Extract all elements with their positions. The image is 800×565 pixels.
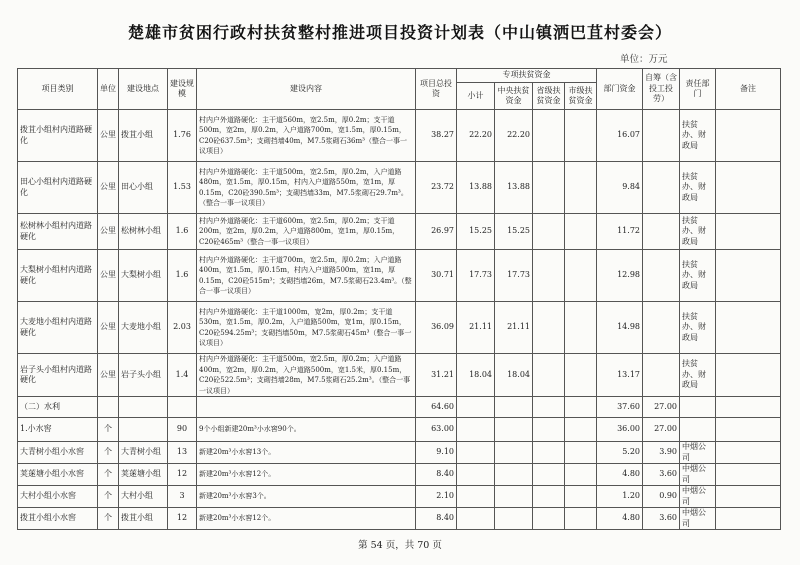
cell-unit: 公里 bbox=[98, 354, 119, 397]
cell-scale: 12 bbox=[168, 508, 197, 530]
cell-central bbox=[495, 508, 533, 530]
header-location: 建设地点 bbox=[119, 69, 168, 110]
cell-remark bbox=[716, 250, 781, 302]
cell-resp bbox=[680, 418, 716, 442]
cell-resp: 中烟公司 bbox=[680, 508, 716, 530]
cell-central: 21.11 bbox=[495, 302, 533, 354]
table-row bbox=[18, 486, 781, 508]
cell-category: 1.小水窖 bbox=[18, 418, 98, 442]
header-municipal: 市级扶贫资金 bbox=[565, 83, 597, 110]
cell-central: 15.25 bbox=[495, 214, 533, 250]
cell-unit: 公里 bbox=[98, 110, 119, 162]
cell-unit: 公里 bbox=[98, 250, 119, 302]
cell-scale bbox=[168, 397, 197, 418]
cell-total: 26.97 bbox=[416, 214, 457, 250]
cell-unit: 个 bbox=[98, 442, 119, 464]
cell-content: 新建20m³小水窖3个。 bbox=[197, 486, 416, 508]
cell-scale: 1.4 bbox=[168, 354, 197, 397]
cell-dept: 11.72 bbox=[597, 214, 643, 250]
cell-total: 8.40 bbox=[416, 464, 457, 486]
cell-municipal bbox=[565, 250, 597, 302]
header-content: 建设内容 bbox=[197, 69, 416, 110]
cell-category: 田心小组村内道路硬化 bbox=[18, 162, 98, 214]
cell-content: 村内户外道路硬化：主干道560m，宽2.5m，厚0.2m；支干道500m，宽2m，厚0.2m，入户道路700m，宽1.5m，厚0.15m，C20砼637.5m³；支砌挡墙40m，M7.5浆砌石36m³（整合一事一议项目） bbox=[197, 110, 416, 162]
investment-plan-table bbox=[17, 68, 781, 530]
cell-category: 拨苴小组小水窖 bbox=[18, 508, 98, 530]
cell-subtotal bbox=[457, 508, 495, 530]
cell-central bbox=[495, 442, 533, 464]
cell-location bbox=[119, 397, 168, 418]
cell-location: 田心小组 bbox=[119, 162, 168, 214]
table-row bbox=[18, 464, 781, 486]
cell-municipal bbox=[565, 418, 597, 442]
cell-unit: 个 bbox=[98, 508, 119, 530]
cell-scale: 1.6 bbox=[168, 214, 197, 250]
cell-provincial bbox=[533, 442, 565, 464]
cell-self bbox=[643, 110, 680, 162]
cell-self bbox=[643, 162, 680, 214]
cell-provincial bbox=[533, 250, 565, 302]
cell-municipal bbox=[565, 162, 597, 214]
cell-content: 村内户外道路硬化：主干道500m，宽2.5m，厚0.2m；入户道路400m，宽2m，厚0.2m，入户道路500m，宽1.5米，厚0.15m，C20砼522.5m³；支砌挡墙28m，M7.5浆砌石25.2m³。（整合一事一议项目） bbox=[197, 354, 416, 397]
cell-total: 8.40 bbox=[416, 508, 457, 530]
cell-content: 新建20m³小水窖12个。 bbox=[197, 464, 416, 486]
cell-content: 9个小组新建20m³小水窖90个。 bbox=[197, 418, 416, 442]
cell-dept: 37.60 bbox=[597, 397, 643, 418]
cell-subtotal: 17.73 bbox=[457, 250, 495, 302]
cell-provincial bbox=[533, 110, 565, 162]
table-row bbox=[18, 162, 781, 214]
cell-central bbox=[495, 464, 533, 486]
cell-location: 松树林小组 bbox=[119, 214, 168, 250]
cell-remark bbox=[716, 110, 781, 162]
header-dept: 部门资金 bbox=[597, 69, 643, 110]
table-row bbox=[18, 354, 781, 397]
cell-location: 大梨树小组 bbox=[119, 250, 168, 302]
cell-unit: 个 bbox=[98, 464, 119, 486]
header-special-group: 专项扶贫资金 bbox=[457, 69, 597, 83]
cell-central: 17.73 bbox=[495, 250, 533, 302]
cell-total: 38.27 bbox=[416, 110, 457, 162]
cell-remark bbox=[716, 418, 781, 442]
cell-provincial bbox=[533, 397, 565, 418]
cell-self bbox=[643, 354, 680, 397]
cell-total: 36.09 bbox=[416, 302, 457, 354]
cell-category: 大青树小组小水窖 bbox=[18, 442, 98, 464]
page-footer: 第 54 页，共 70 页 bbox=[358, 540, 442, 551]
cell-remark bbox=[716, 508, 781, 530]
cell-unit bbox=[98, 397, 119, 418]
cell-content: 村内户外道路硬化：主干道700m，宽2.5m，厚0.2m；入户道路400m，宽1.5m，厚0.15m，村内入户道路500m，宽1m，厚0.15m，C20砼515m³；支砌挡墙26m，M7.5浆砌石23.4m³。（整合一事一议项目） bbox=[197, 250, 416, 302]
cell-remark bbox=[716, 162, 781, 214]
cell-remark bbox=[716, 214, 781, 250]
cell-dept: 13.17 bbox=[597, 354, 643, 397]
cell-subtotal bbox=[457, 418, 495, 442]
cell-unit: 个 bbox=[98, 486, 119, 508]
cell-category: （二）水利 bbox=[18, 397, 98, 418]
cell-subtotal: 22.20 bbox=[457, 110, 495, 162]
header-central: 中央扶贫资金 bbox=[495, 83, 533, 110]
cell-scale: 1.53 bbox=[168, 162, 197, 214]
cell-self: 3.60 bbox=[643, 464, 680, 486]
cell-content: 村内户外道路硬化：主干道600m，宽2.5m，厚0.2m；支干道200m，宽2m，厚0.2m，入户道路800m，宽1m，厚0.15m，C20砼465m³（整合一事一议项目） bbox=[197, 214, 416, 250]
cell-municipal bbox=[565, 354, 597, 397]
cell-unit: 公里 bbox=[98, 162, 119, 214]
cell-provincial bbox=[533, 302, 565, 354]
cell-dept: 12.98 bbox=[597, 250, 643, 302]
cell-resp: 中烟公司 bbox=[680, 442, 716, 464]
cell-dept: 16.07 bbox=[597, 110, 643, 162]
header-unit: 单位 bbox=[98, 69, 119, 110]
header-scale: 建设规模 bbox=[168, 69, 197, 110]
cell-scale: 1.6 bbox=[168, 250, 197, 302]
cell-scale: 3 bbox=[168, 486, 197, 508]
cell-unit: 公里 bbox=[98, 214, 119, 250]
cell-provincial bbox=[533, 162, 565, 214]
document-title: 楚雄市贫困行政村扶贫整村推进项目投资计划表（中山镇洒巴苴村委会） bbox=[127, 23, 672, 42]
cell-scale: 13 bbox=[168, 442, 197, 464]
unit-label: 单位：万元 bbox=[620, 54, 668, 65]
cell-content bbox=[197, 397, 416, 418]
cell-provincial bbox=[533, 418, 565, 442]
cell-central: 18.04 bbox=[495, 354, 533, 397]
cell-remark bbox=[716, 464, 781, 486]
cell-scale: 12 bbox=[168, 464, 197, 486]
cell-provincial bbox=[533, 214, 565, 250]
cell-subtotal: 21.11 bbox=[457, 302, 495, 354]
cell-self bbox=[643, 250, 680, 302]
cell-dept: 5.20 bbox=[597, 442, 643, 464]
cell-content: 新建20m³小水窖12个。 bbox=[197, 508, 416, 530]
cell-resp: 扶贫办、财政局 bbox=[680, 354, 716, 397]
cell-location: 荚蒾塘小组 bbox=[119, 464, 168, 486]
cell-total: 63.00 bbox=[416, 418, 457, 442]
cell-self: 27.00 bbox=[643, 397, 680, 418]
cell-category: 拨苴小组村内道路硬化 bbox=[18, 110, 98, 162]
cell-remark bbox=[716, 486, 781, 508]
cell-subtotal bbox=[457, 464, 495, 486]
cell-location: 拨苴小组 bbox=[119, 110, 168, 162]
cell-location bbox=[119, 418, 168, 442]
table-row bbox=[18, 397, 781, 418]
cell-self: 3.90 bbox=[643, 442, 680, 464]
cell-municipal bbox=[565, 110, 597, 162]
cell-subtotal: 15.25 bbox=[457, 214, 495, 250]
cell-resp: 扶贫办、财政局 bbox=[680, 214, 716, 250]
cell-resp: 中烟公司 bbox=[680, 486, 716, 508]
cell-central: 13.88 bbox=[495, 162, 533, 214]
header-subtotal: 小计 bbox=[457, 83, 495, 110]
cell-location: 岩子头小组 bbox=[119, 354, 168, 397]
cell-subtotal bbox=[457, 486, 495, 508]
cell-resp bbox=[680, 397, 716, 418]
cell-content: 新建20m³小水窖13个。 bbox=[197, 442, 416, 464]
cell-resp: 扶贫办、财政局 bbox=[680, 302, 716, 354]
cell-municipal bbox=[565, 214, 597, 250]
cell-location: 大青树小组 bbox=[119, 442, 168, 464]
cell-unit: 个 bbox=[98, 418, 119, 442]
cell-provincial bbox=[533, 464, 565, 486]
table-row bbox=[18, 214, 781, 250]
cell-municipal bbox=[565, 397, 597, 418]
cell-total: 23.72 bbox=[416, 162, 457, 214]
cell-total: 9.10 bbox=[416, 442, 457, 464]
cell-category: 大村小组小水窖 bbox=[18, 486, 98, 508]
cell-central: 22.20 bbox=[495, 110, 533, 162]
table-row bbox=[18, 110, 781, 162]
cell-municipal bbox=[565, 464, 597, 486]
cell-resp: 扶贫办、财政局 bbox=[680, 250, 716, 302]
cell-dept: 4.80 bbox=[597, 464, 643, 486]
cell-provincial bbox=[533, 508, 565, 530]
cell-municipal bbox=[565, 442, 597, 464]
cell-total: 2.10 bbox=[416, 486, 457, 508]
cell-unit: 公里 bbox=[98, 302, 119, 354]
cell-subtotal: 13.88 bbox=[457, 162, 495, 214]
cell-content: 村内户外道路硬化：主干道500m，宽2.5m，厚0.2m，入户道路480m，宽1.5m，厚0.15m，村内入户道路550m，宽1m，厚0.15m，C20砼390.5m³；支砌挡墙33m，M7.5浆砌石29.7m³。（整合一事一议项目） bbox=[197, 162, 416, 214]
cell-municipal bbox=[565, 302, 597, 354]
cell-scale: 1.76 bbox=[168, 110, 197, 162]
cell-self: 0.90 bbox=[643, 486, 680, 508]
header-remark: 备注 bbox=[716, 69, 781, 110]
table-row bbox=[18, 442, 781, 464]
cell-category: 荚蒾塘小组小水窖 bbox=[18, 464, 98, 486]
cell-category: 岩子头小组村内道路硬化 bbox=[18, 354, 98, 397]
cell-self bbox=[643, 214, 680, 250]
cell-subtotal bbox=[457, 397, 495, 418]
cell-central bbox=[495, 418, 533, 442]
cell-resp: 中烟公司 bbox=[680, 464, 716, 486]
cell-category: 松树林小组村内道路硬化 bbox=[18, 214, 98, 250]
cell-subtotal: 18.04 bbox=[457, 354, 495, 397]
header-self: 自筹（含投工投劳） bbox=[643, 69, 680, 110]
table-row bbox=[18, 418, 781, 442]
cell-dept: 36.00 bbox=[597, 418, 643, 442]
header-category: 项目类别 bbox=[18, 69, 98, 110]
cell-self: 3.60 bbox=[643, 508, 680, 530]
cell-self: 27.00 bbox=[643, 418, 680, 442]
table-row bbox=[18, 250, 781, 302]
cell-remark bbox=[716, 442, 781, 464]
cell-central bbox=[495, 486, 533, 508]
cell-location: 大麦地小组 bbox=[119, 302, 168, 354]
cell-dept: 1.20 bbox=[597, 486, 643, 508]
cell-content: 村内户外道路硬化：主干道1000m，宽2m，厚0.2m；支干道530m，宽1.5m，厚0.2m，入户道路500m，宽1m，厚0.15m，C20砼594.25m³；支砌挡墙50m，M7.5浆砌石45m³（整合一事一议项目） bbox=[197, 302, 416, 354]
cell-remark bbox=[716, 354, 781, 397]
table-row bbox=[18, 508, 781, 530]
cell-resp: 扶贫办、财政局 bbox=[680, 110, 716, 162]
cell-total: 64.60 bbox=[416, 397, 457, 418]
cell-provincial bbox=[533, 354, 565, 397]
cell-self bbox=[643, 302, 680, 354]
cell-central bbox=[495, 397, 533, 418]
header-resp: 责任部门 bbox=[680, 69, 716, 110]
cell-dept: 4.80 bbox=[597, 508, 643, 530]
header-provincial: 省级扶贫资金 bbox=[533, 83, 565, 110]
cell-dept: 14.98 bbox=[597, 302, 643, 354]
cell-total: 31.21 bbox=[416, 354, 457, 397]
cell-location: 大村小组 bbox=[119, 486, 168, 508]
cell-location: 拨苴小组 bbox=[119, 508, 168, 530]
cell-total: 30.71 bbox=[416, 250, 457, 302]
table-row bbox=[18, 302, 781, 354]
cell-remark bbox=[716, 397, 781, 418]
cell-provincial bbox=[533, 486, 565, 508]
cell-scale: 2.03 bbox=[168, 302, 197, 354]
cell-category: 大梨树小组村内道路硬化 bbox=[18, 250, 98, 302]
cell-dept: 9.84 bbox=[597, 162, 643, 214]
header-total: 项目总投资 bbox=[416, 69, 457, 110]
cell-subtotal bbox=[457, 442, 495, 464]
cell-category: 大麦地小组村内道路硬化 bbox=[18, 302, 98, 354]
cell-remark bbox=[716, 302, 781, 354]
cell-municipal bbox=[565, 486, 597, 508]
cell-resp: 扶贫办、财政局 bbox=[680, 162, 716, 214]
cell-scale: 90 bbox=[168, 418, 197, 442]
cell-municipal bbox=[565, 508, 597, 530]
